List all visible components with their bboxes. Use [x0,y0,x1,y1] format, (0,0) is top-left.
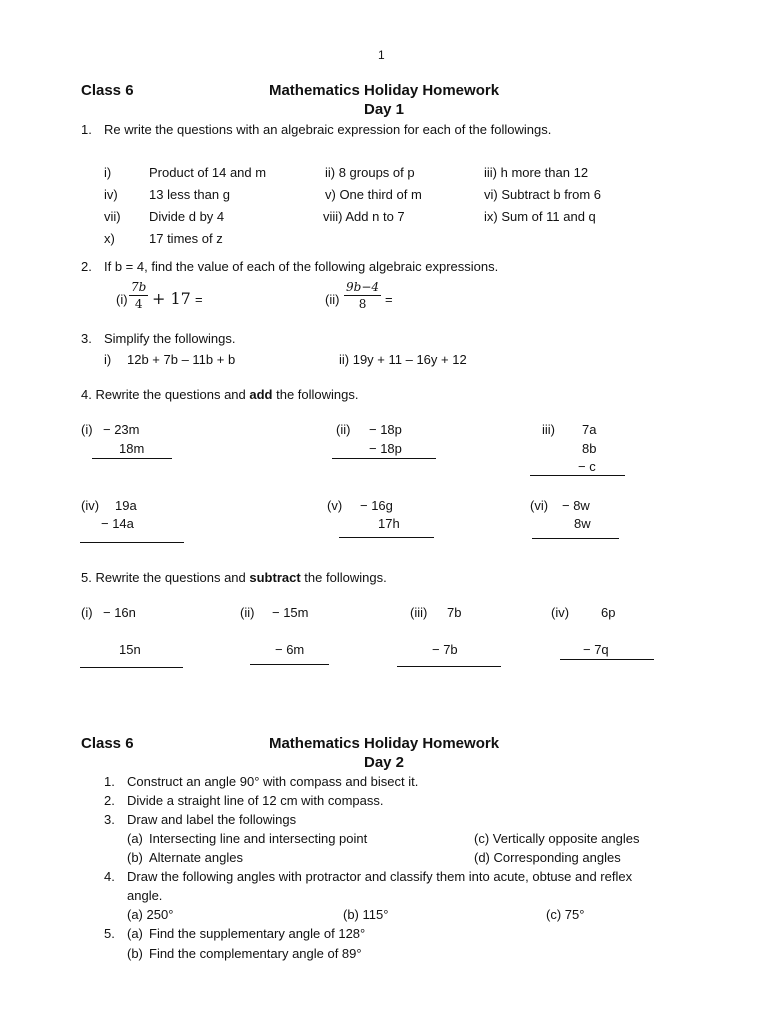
d2-q4-line2: angle. [127,888,163,903]
d2-q2-text: Divide a straight line of 12 cm with compass. [127,793,384,808]
q2-number: 2. [81,259,92,274]
d2-q4c: (c) 75° [546,907,585,922]
q4-text-bold: add [249,387,273,402]
q4-vi-bottom: 8w [574,516,591,531]
q4-v-bottom: 17h [378,516,400,531]
q4-text-post: the followings. [272,387,359,402]
q5-ii-label: (ii) [240,605,255,620]
q5-iv-bottom: − 7q [583,642,609,657]
q5-iii-top: 7b [447,605,462,620]
q1-item-text: Product of 14 and m [149,165,267,180]
q2-part1-fraction [129,280,148,311]
q5-iii-bottom: − 7b [432,642,458,657]
d2-q5b-label: (b) [127,946,143,961]
q1-item-text: 17 times of z [149,231,223,246]
d2-q3b-label: (b) [127,850,143,865]
q2-part2-equals: = [385,292,393,307]
q4-iv-top: 19a [115,498,137,513]
day1-class-label: Class 6 [81,82,134,99]
q5-ii-bottom: − 6m [275,642,305,657]
q4-i-top: − 23m [103,422,140,437]
day1-title: Mathematics Holiday Homework [268,82,500,99]
d2-q3a-label: (a) [127,831,143,846]
q3-part1-label: i) [104,352,112,367]
q4-ii-answer-line [332,458,436,459]
q2-part1-numerator: 7b [131,280,147,294]
d2-q4a: (a) 250° [127,907,174,922]
q5-iii-label: (iii) [410,605,428,620]
q3-part2: ii) 19y + 11 – 16y + 12 [339,352,467,367]
q4-vi-answer-line [532,538,619,539]
d2-q3a-text: Intersecting line and intersecting point [149,831,368,846]
page-number: 1 [378,48,385,62]
q2-part1-label: (i) [116,292,128,307]
q5-i-answer-line [80,667,183,668]
q5-i-top: − 16n [103,605,136,620]
q1-col3-item: vi) Subtract b from 6 [484,187,602,202]
q4-i-bottom: 18m [119,441,145,456]
q4-text [81,387,359,402]
q5-text-pre: 5. Rewrite the questions and [81,570,250,585]
q2-part1-rest: + 17 [152,289,191,308]
q5-ii-answer-line [250,664,329,665]
q5-ii-top: − 15m [272,605,309,620]
q5-iv-answer-line [560,659,654,660]
q4-iii-answer-line [530,475,625,476]
d2-q3-text: Draw and label the followings [127,812,297,827]
d2-q3b-text: Alternate angles [149,850,243,865]
q1-col3-item: ix) Sum of 11 and q [484,209,596,224]
q2-part2-fraction [344,280,381,311]
q4-v-label: (v) [327,498,343,513]
d2-q4-number: 4. [104,869,115,884]
q1-col2-item: ii) 8 groups of p [325,165,415,180]
q4-v-answer-line [339,537,434,538]
q4-ii-bottom: − 18p [369,441,402,456]
q2-part2-label: (ii) [325,292,340,307]
q4-iii-label: iii) [542,422,555,437]
q5-text-post: the followings. [300,570,387,585]
q2-text: If b = 4, find the value of each of the following algebraic expressions. [104,259,499,274]
q5-i-bottom: 15n [119,642,141,657]
q1-item-text: 13 less than g [149,187,230,202]
day1-day: Day 1 [363,101,405,118]
d2-q5b-text: Find the complementary angle of 89° [149,946,362,961]
q5-text [81,570,387,585]
d2-q4b: (b) 115° [343,907,389,922]
q4-ii-top: − 18p [369,422,402,437]
q1-item-roman: iv) [104,187,118,202]
q2-part1-equals: = [195,292,203,307]
q4-iv-bottom: − 14a [101,516,134,531]
d2-q4-line1: Draw the following angles with protractor and classify them into acute, obtuse and reflex [127,869,633,884]
q4-iii-1: 7a [582,422,597,437]
d2-q3-number: 3. [104,812,115,827]
q4-vi-top: − 8w [562,498,590,513]
d2-q3c-text: (c) Vertically opposite angles [474,831,640,846]
d2-q1-text: Construct an angle 90° with compass and bisect it. [127,774,419,789]
q4-vi-label: (vi) [530,498,549,513]
q5-text-bold: subtract [249,570,301,585]
q5-iv-label: (iv) [551,605,570,620]
q1-text: Re write the questions with an algebraic expression for each of the followings. [104,122,552,137]
q1-col2-item: v) One third of m [325,187,422,202]
q4-v-top: − 16g [360,498,393,513]
d2-q1-number: 1. [104,774,115,789]
day2-day: Day 2 [363,754,405,771]
d2-q2-number: 2. [104,793,115,808]
q1-item-roman: x) [104,231,115,246]
q5-iv-top: 6p [601,605,616,620]
q4-i-answer-line [92,458,172,459]
q2-part1-denominator: 4 [134,297,143,311]
q1-item-roman: vii) [104,209,121,224]
day2-class-label: Class 6 [81,735,134,752]
q4-iii-3: − c [578,459,596,474]
q1-col3-item: iii) h more than 12 [484,165,589,180]
d2-q5-number: 5. [104,926,115,941]
q5-iii-answer-line [397,666,501,667]
q4-i-label: (i) [81,422,93,437]
q3-part1: 12b + 7b – 11b + b [127,352,236,367]
q2-part2-numerator: 9b−4 [346,280,380,294]
q1-number: 1. [81,122,92,137]
q4-text-pre: 4. Rewrite the questions and [81,387,250,402]
q1-item-roman: i) [104,165,112,180]
d2-q5a-label: (a) [127,926,143,941]
q3-number: 3. [81,331,92,346]
q1-item-text: Divide d by 4 [149,209,225,224]
q2-part2-denominator: 8 [358,297,367,311]
q4-iv-answer-line [80,542,184,543]
q5-i-label: (i) [81,605,93,620]
d2-q5a-text: Find the supplementary angle of 128° [149,926,366,941]
q4-iii-2: 8b [582,441,597,456]
q3-text: Simplify the followings. [104,331,236,346]
d2-q3d-text: (d) Corresponding angles [474,850,621,865]
q1-col2-item: viii) Add n to 7 [323,209,405,224]
q4-ii-label: (ii) [336,422,351,437]
q4-iv-label: (iv) [81,498,100,513]
day2-title: Mathematics Holiday Homework [268,735,500,752]
